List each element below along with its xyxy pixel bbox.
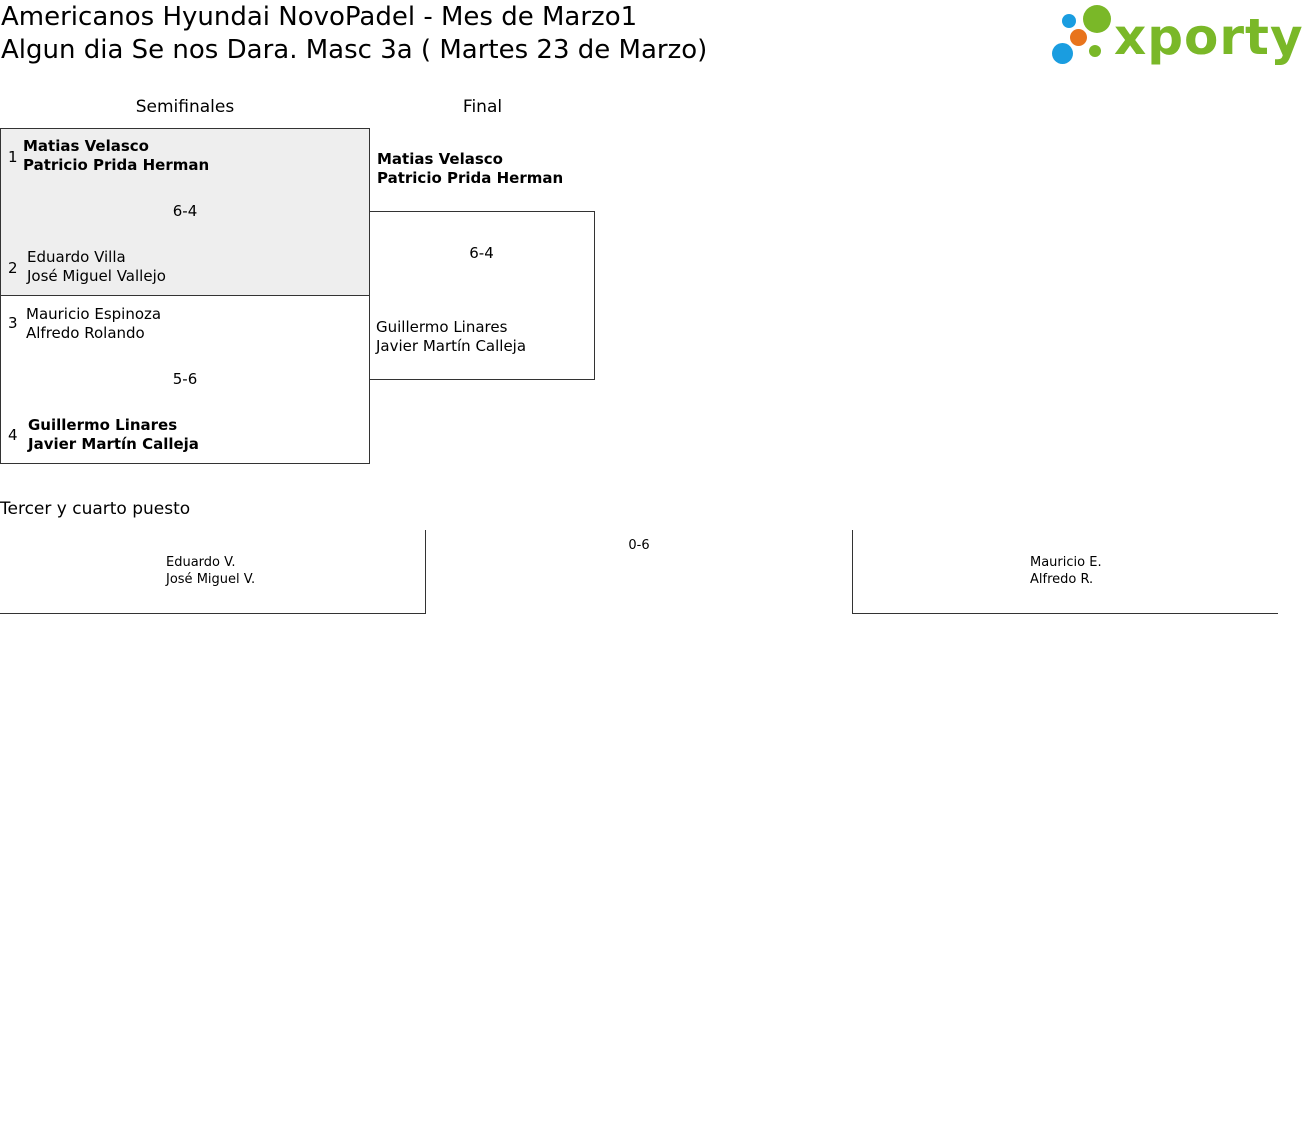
player-name: Alfredo Rolando <box>26 324 145 342</box>
semifinal-match-2[interactable] <box>0 295 370 464</box>
final-team-a[interactable] <box>377 150 563 188</box>
player-name: José Miguel V. <box>166 572 256 587</box>
player-name: Matias Velasco <box>377 150 503 168</box>
team-entry <box>1030 554 1102 588</box>
team-entry[interactable] <box>26 305 161 343</box>
player-name: Eduardo Villa <box>27 248 126 266</box>
third-place-score: 0-6 <box>628 538 650 553</box>
match-score: 5-6 <box>172 370 198 388</box>
player-name: Javier Martín Calleja <box>28 435 199 453</box>
match-score: 6-4 <box>172 202 198 220</box>
page-title: Americanos Hyundai NovoPadel - Mes de Marzo1 <box>1 2 638 32</box>
seed-number: 1 <box>8 148 18 166</box>
seed-number: 2 <box>8 259 18 277</box>
final-heading: Final <box>462 97 503 117</box>
seed-number: 3 <box>8 314 18 332</box>
page-subtitle: Algun dia Se nos Dara. Masc 3a ( Martes 23 de Marzo) <box>1 35 708 65</box>
logo-wordmark: xporty <box>1114 8 1304 66</box>
player-name: Guillermo Linares <box>376 318 508 336</box>
final-match-bracket[interactable] <box>369 211 595 380</box>
player-name: Alfredo R. <box>1030 572 1094 587</box>
xporty-logo <box>1052 5 1304 67</box>
team-entry[interactable] <box>23 137 209 175</box>
player-name: Mauricio E. <box>1030 555 1102 570</box>
team-entry <box>166 554 255 588</box>
match-score: 6-4 <box>469 244 494 262</box>
logo-dot-icon <box>1083 5 1111 33</box>
team-entry[interactable] <box>28 416 199 454</box>
logo-dot-icon <box>1052 43 1073 64</box>
team-entry[interactable] <box>27 248 166 286</box>
player-name: Patricio Prida Herman <box>377 169 564 187</box>
logo-dot-icon <box>1089 45 1101 57</box>
logo-dot-icon <box>1062 14 1076 28</box>
player-name: Javier Martín Calleja <box>376 337 527 355</box>
player-name: Eduardo V. <box>166 555 236 570</box>
player-name: José Miguel Vallejo <box>27 267 166 285</box>
final-team-b[interactable] <box>376 318 526 356</box>
third-place-team-a-box[interactable] <box>0 530 426 614</box>
player-name: Matias Velasco <box>23 137 149 155</box>
logo-dot-icon <box>1070 29 1087 46</box>
player-name: Mauricio Espinoza <box>26 305 162 323</box>
player-name: Patricio Prida Herman <box>23 156 210 174</box>
seed-number: 4 <box>8 426 18 444</box>
third-place-team-b-box[interactable] <box>852 530 1278 614</box>
player-name: Guillermo Linares <box>28 416 178 434</box>
semifinals-heading: Semifinales <box>135 97 235 117</box>
third-place-heading: Tercer y cuarto puesto <box>0 499 191 519</box>
semifinal-match-1[interactable] <box>0 128 370 296</box>
